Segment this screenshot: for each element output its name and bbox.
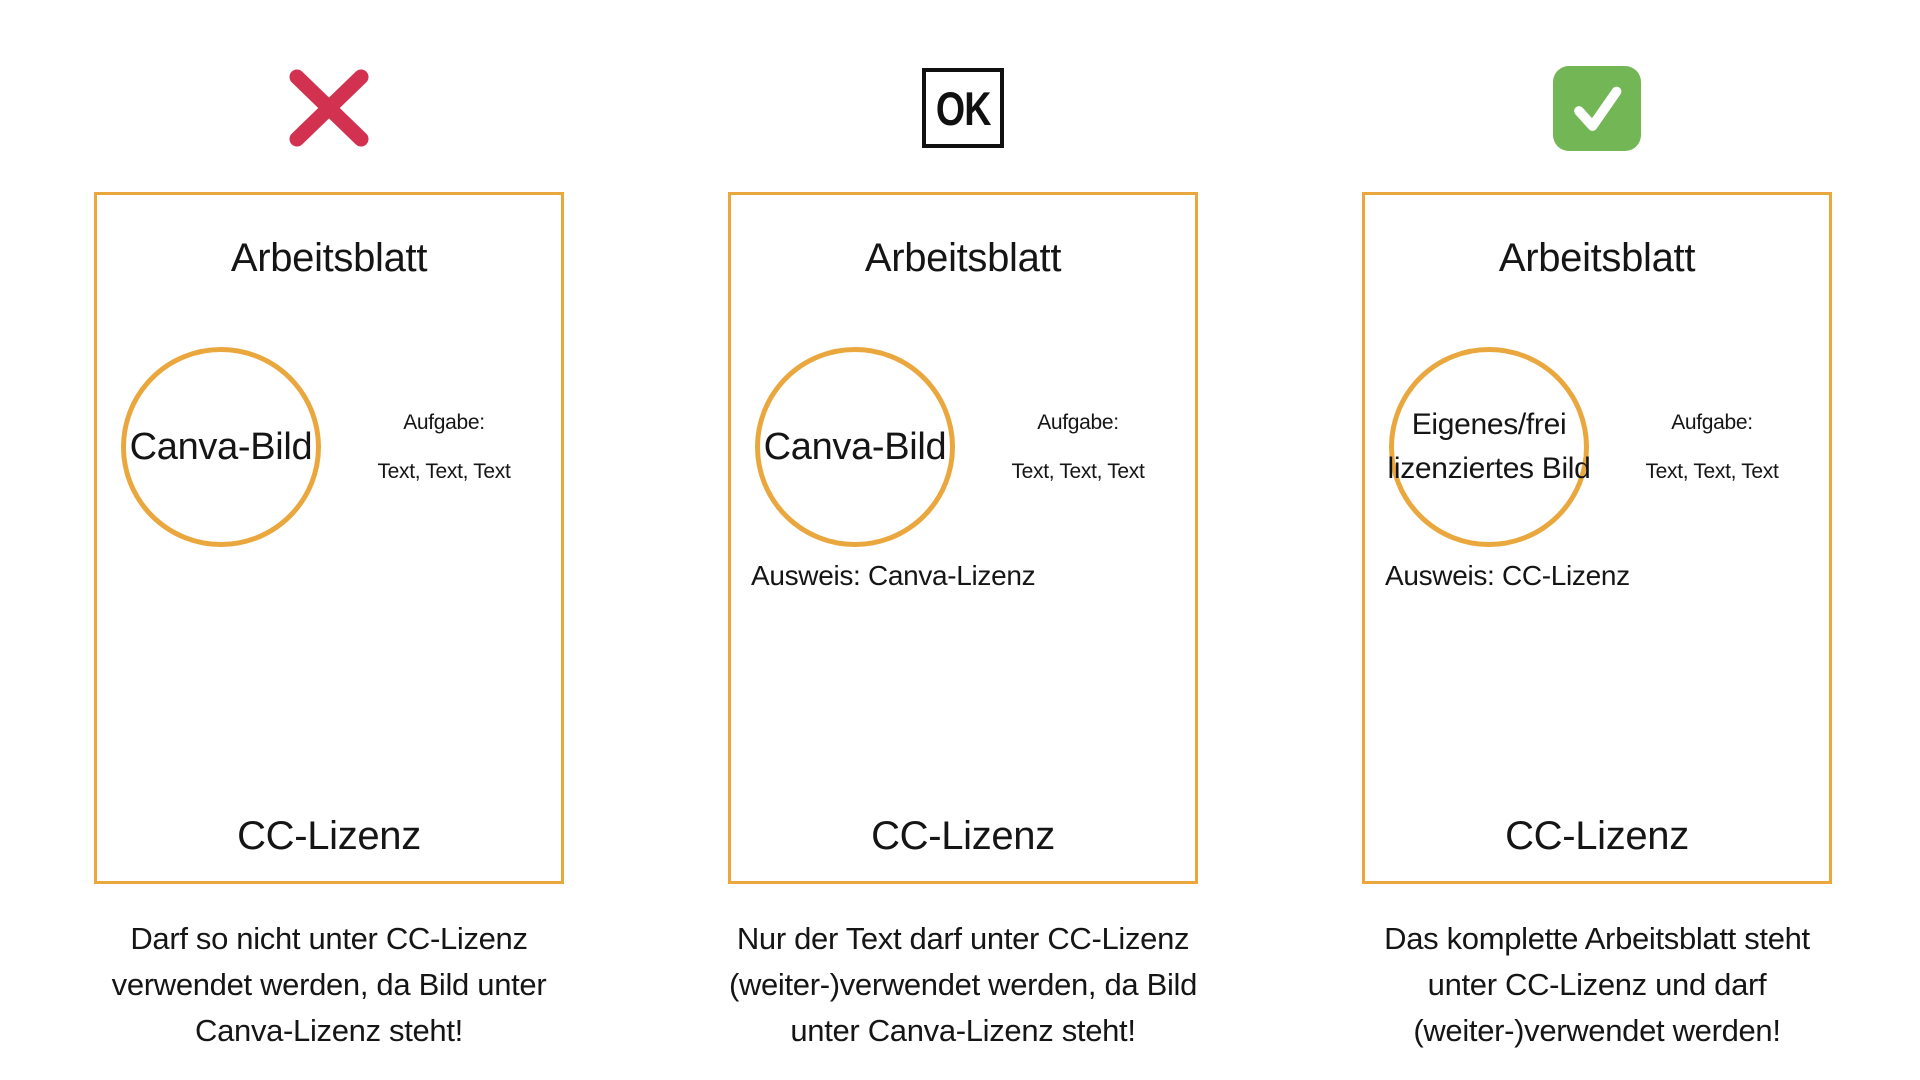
task-text: Text, Text, Text	[1645, 460, 1779, 483]
task-block	[1589, 410, 1829, 484]
caption-line: Canva-Lizenz steht!	[195, 1013, 463, 1048]
task-block	[321, 410, 561, 484]
worksheet-title: Arbeitsblatt	[864, 236, 1062, 280]
worksheet-license: CC-Lizenz	[237, 814, 421, 858]
caption	[59, 916, 599, 1054]
image-placeholder-circle	[755, 347, 955, 547]
check-mark-glyph	[1567, 78, 1627, 138]
task-block	[955, 410, 1195, 484]
verdict-indicator	[1553, 65, 1641, 151]
caption-line: Das komplette Arbeitsblatt steht	[1384, 921, 1810, 956]
caption-line: unter CC-Lizenz und darf	[1427, 967, 1767, 1002]
worksheet-license: CC-Lizenz	[871, 814, 1055, 858]
license-note: Ausweis: Canva-Lizenz	[751, 560, 1036, 591]
caption-line: verwendet werden, da Bild unter	[111, 967, 547, 1002]
caption-line: (weiter-)verwendet werden, da Bild	[728, 967, 1198, 1002]
image-placeholder-circle	[1389, 347, 1589, 547]
ok-label: OK	[935, 81, 991, 135]
caption-line: unter Canva-Lizenz steht!	[790, 1013, 1136, 1048]
caption	[693, 916, 1233, 1054]
worksheet-card	[728, 192, 1198, 884]
task-label: Aufgabe:	[1671, 411, 1753, 434]
worksheet-body	[731, 347, 1195, 547]
worksheet-card	[94, 192, 564, 884]
caption-line: Nur der Text darf unter CC-Lizenz	[736, 921, 1190, 956]
task-text: Text, Text, Text	[377, 460, 511, 483]
ok-box-icon	[922, 68, 1004, 148]
task-text: Text, Text, Text	[1011, 460, 1145, 483]
column-not-allowed	[94, 65, 564, 1080]
task-label: Aufgabe:	[1037, 411, 1119, 434]
image-placeholder-label: Eigenes/frei	[1411, 408, 1567, 441]
cross-icon	[285, 67, 373, 149]
verdict-indicator	[285, 65, 373, 151]
image-placeholder-label: Canva-Bild	[763, 425, 947, 468]
worksheet-body	[1365, 347, 1829, 547]
column-partially-ok	[728, 65, 1198, 1080]
column-allowed	[1362, 65, 1832, 1080]
image-placeholder-label-line2: lizenziertes Bild	[1387, 452, 1591, 485]
worksheet-title: Arbeitsblatt	[1498, 236, 1696, 280]
task-label: Aufgabe:	[403, 411, 485, 434]
license-note	[97, 559, 561, 595]
license-note: Ausweis: CC-Lizenz	[1385, 560, 1630, 591]
worksheet-body	[97, 347, 561, 547]
check-icon	[1553, 66, 1641, 151]
worksheet-title: Arbeitsblatt	[230, 236, 428, 280]
caption-line: (weiter-)verwendet werden!	[1413, 1013, 1781, 1048]
caption	[1327, 916, 1867, 1054]
caption-line: Darf so nicht unter CC-Lizenz	[130, 921, 528, 956]
worksheet-license: CC-Lizenz	[1505, 814, 1689, 858]
image-placeholder-circle	[121, 347, 321, 547]
worksheet-card	[1362, 192, 1832, 884]
image-placeholder-label: Canva-Bild	[129, 425, 313, 468]
verdict-indicator	[922, 65, 1004, 151]
